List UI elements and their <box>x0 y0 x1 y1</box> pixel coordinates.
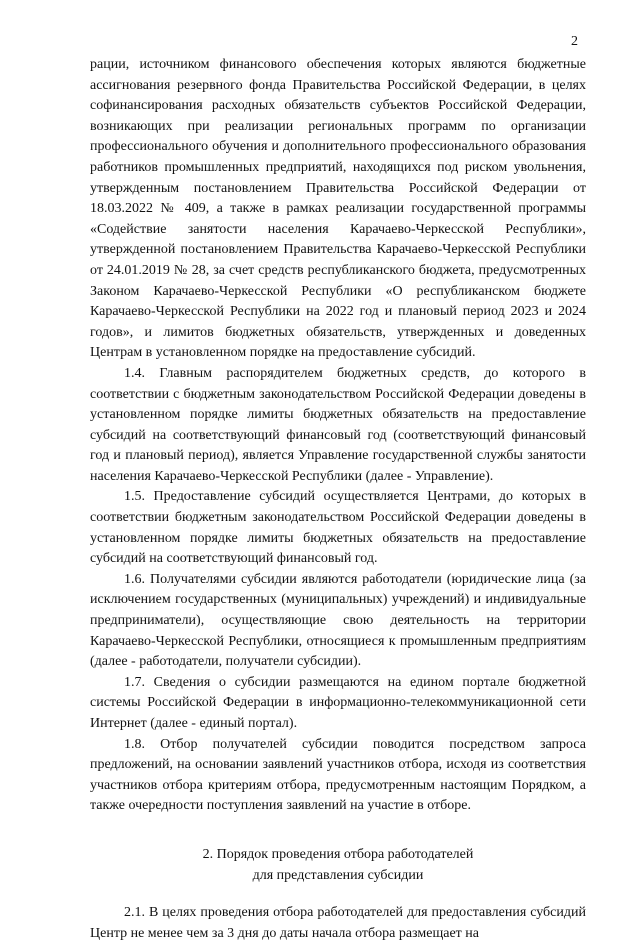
paragraph-2-1: 2.1. В целях проведения отбора работодателей для предоставления субсидий Центр не менее чем за 3 дня до даты начала отбора размещает на <box>90 905 586 941</box>
page-number: 2 <box>571 34 578 49</box>
paragraph-1-4: 1.4. Главным распорядителем бюджетных средств, до которого в соответствии с бюджетным законодательством Российской Федерации доведены в установленном порядке лимиты бюджетных обязательств на предоставление субсидий на соответствующий финансовый год (соответствующий финансовый год и плановый период), является Управление государственной службы занятости населения Карачаево-Черкесской Республики (далее - Управление). <box>90 365 586 484</box>
section-2-heading <box>90 845 586 886</box>
document-body <box>90 55 586 944</box>
paragraph-1-5: 1.5. Предоставление субсидий осуществляется Центрами, до которых в соответствии бюджетным законодательством Российской Федерации доведены в установленном порядке лимиты бюджетных обязательств на предоставление субсидий на соответствующий финансовый год. <box>90 489 586 567</box>
section-2-title-line-2: для представления субсидии <box>252 867 424 883</box>
paragraph-1-7: 1.7. Сведения о субсидии размещаются на едином портале бюджетной системы Российской Федерации в информационно-телекоммуникационной сети Интернет (далее - единый портал). <box>90 674 586 731</box>
paragraph-1-8: 1.8. Отбор получателей субсидии поводится посредством запроса предложений, на основании заявлений участников отбора, исходя из соответствия участников отбора критериям отбора, предусмотренным настоящим Порядком, а также очередности поступления заявлений на участие в отборе. <box>90 736 586 814</box>
paragraph-1-6: 1.6. Получателями субсидии являются работодатели (юридические лица (за исключением государственных (муниципальных) учреждений) и индивидуальные предприниматели), осуществляющие свою деятельность на территории Карачаево-Черкесской Республики, относящиеся к промышленным предприятиям (далее - работодатели, получатели субсидии). <box>90 571 586 670</box>
paragraph-1-3-continuation: рации, источником финансового обеспечения которых являются бюджетные ассигнования резервного фонда Правительства Российской Федерации, в целях софинансирования расходных обязательств субъектов Российской Федерации, возникающих при реализации региональных программ по организации профессионального обучения и дополнительного профессионального образования работников промышленных предприятий, находящихся под риском увольнения, утвержденным постановлением Правительства Российской Федерации от 18.03.2022 № 409, а также в рамках реализации государственной программы «Содействие занятости населения Карачаево-Черкесской Республики», утвержденной постановлением Правительства Карачаево-Черкесской Республики от 24.01.2019 № 28, за счет средств республиканского бюджета, предусмотренных Законом Карачаево-Черкесской Республики «О республиканском бюджете Карачаево-Черкесской Республики на 2022 год и плановый период 2023 и 2024 годов», и лимитов бюджетных обязательств, утвержденных и доведенных Центрам в установленном порядке на предоставление субсидий. <box>90 57 586 361</box>
section-2-title-line-1: 2. Порядок проведения отбора работодателей <box>202 846 474 862</box>
